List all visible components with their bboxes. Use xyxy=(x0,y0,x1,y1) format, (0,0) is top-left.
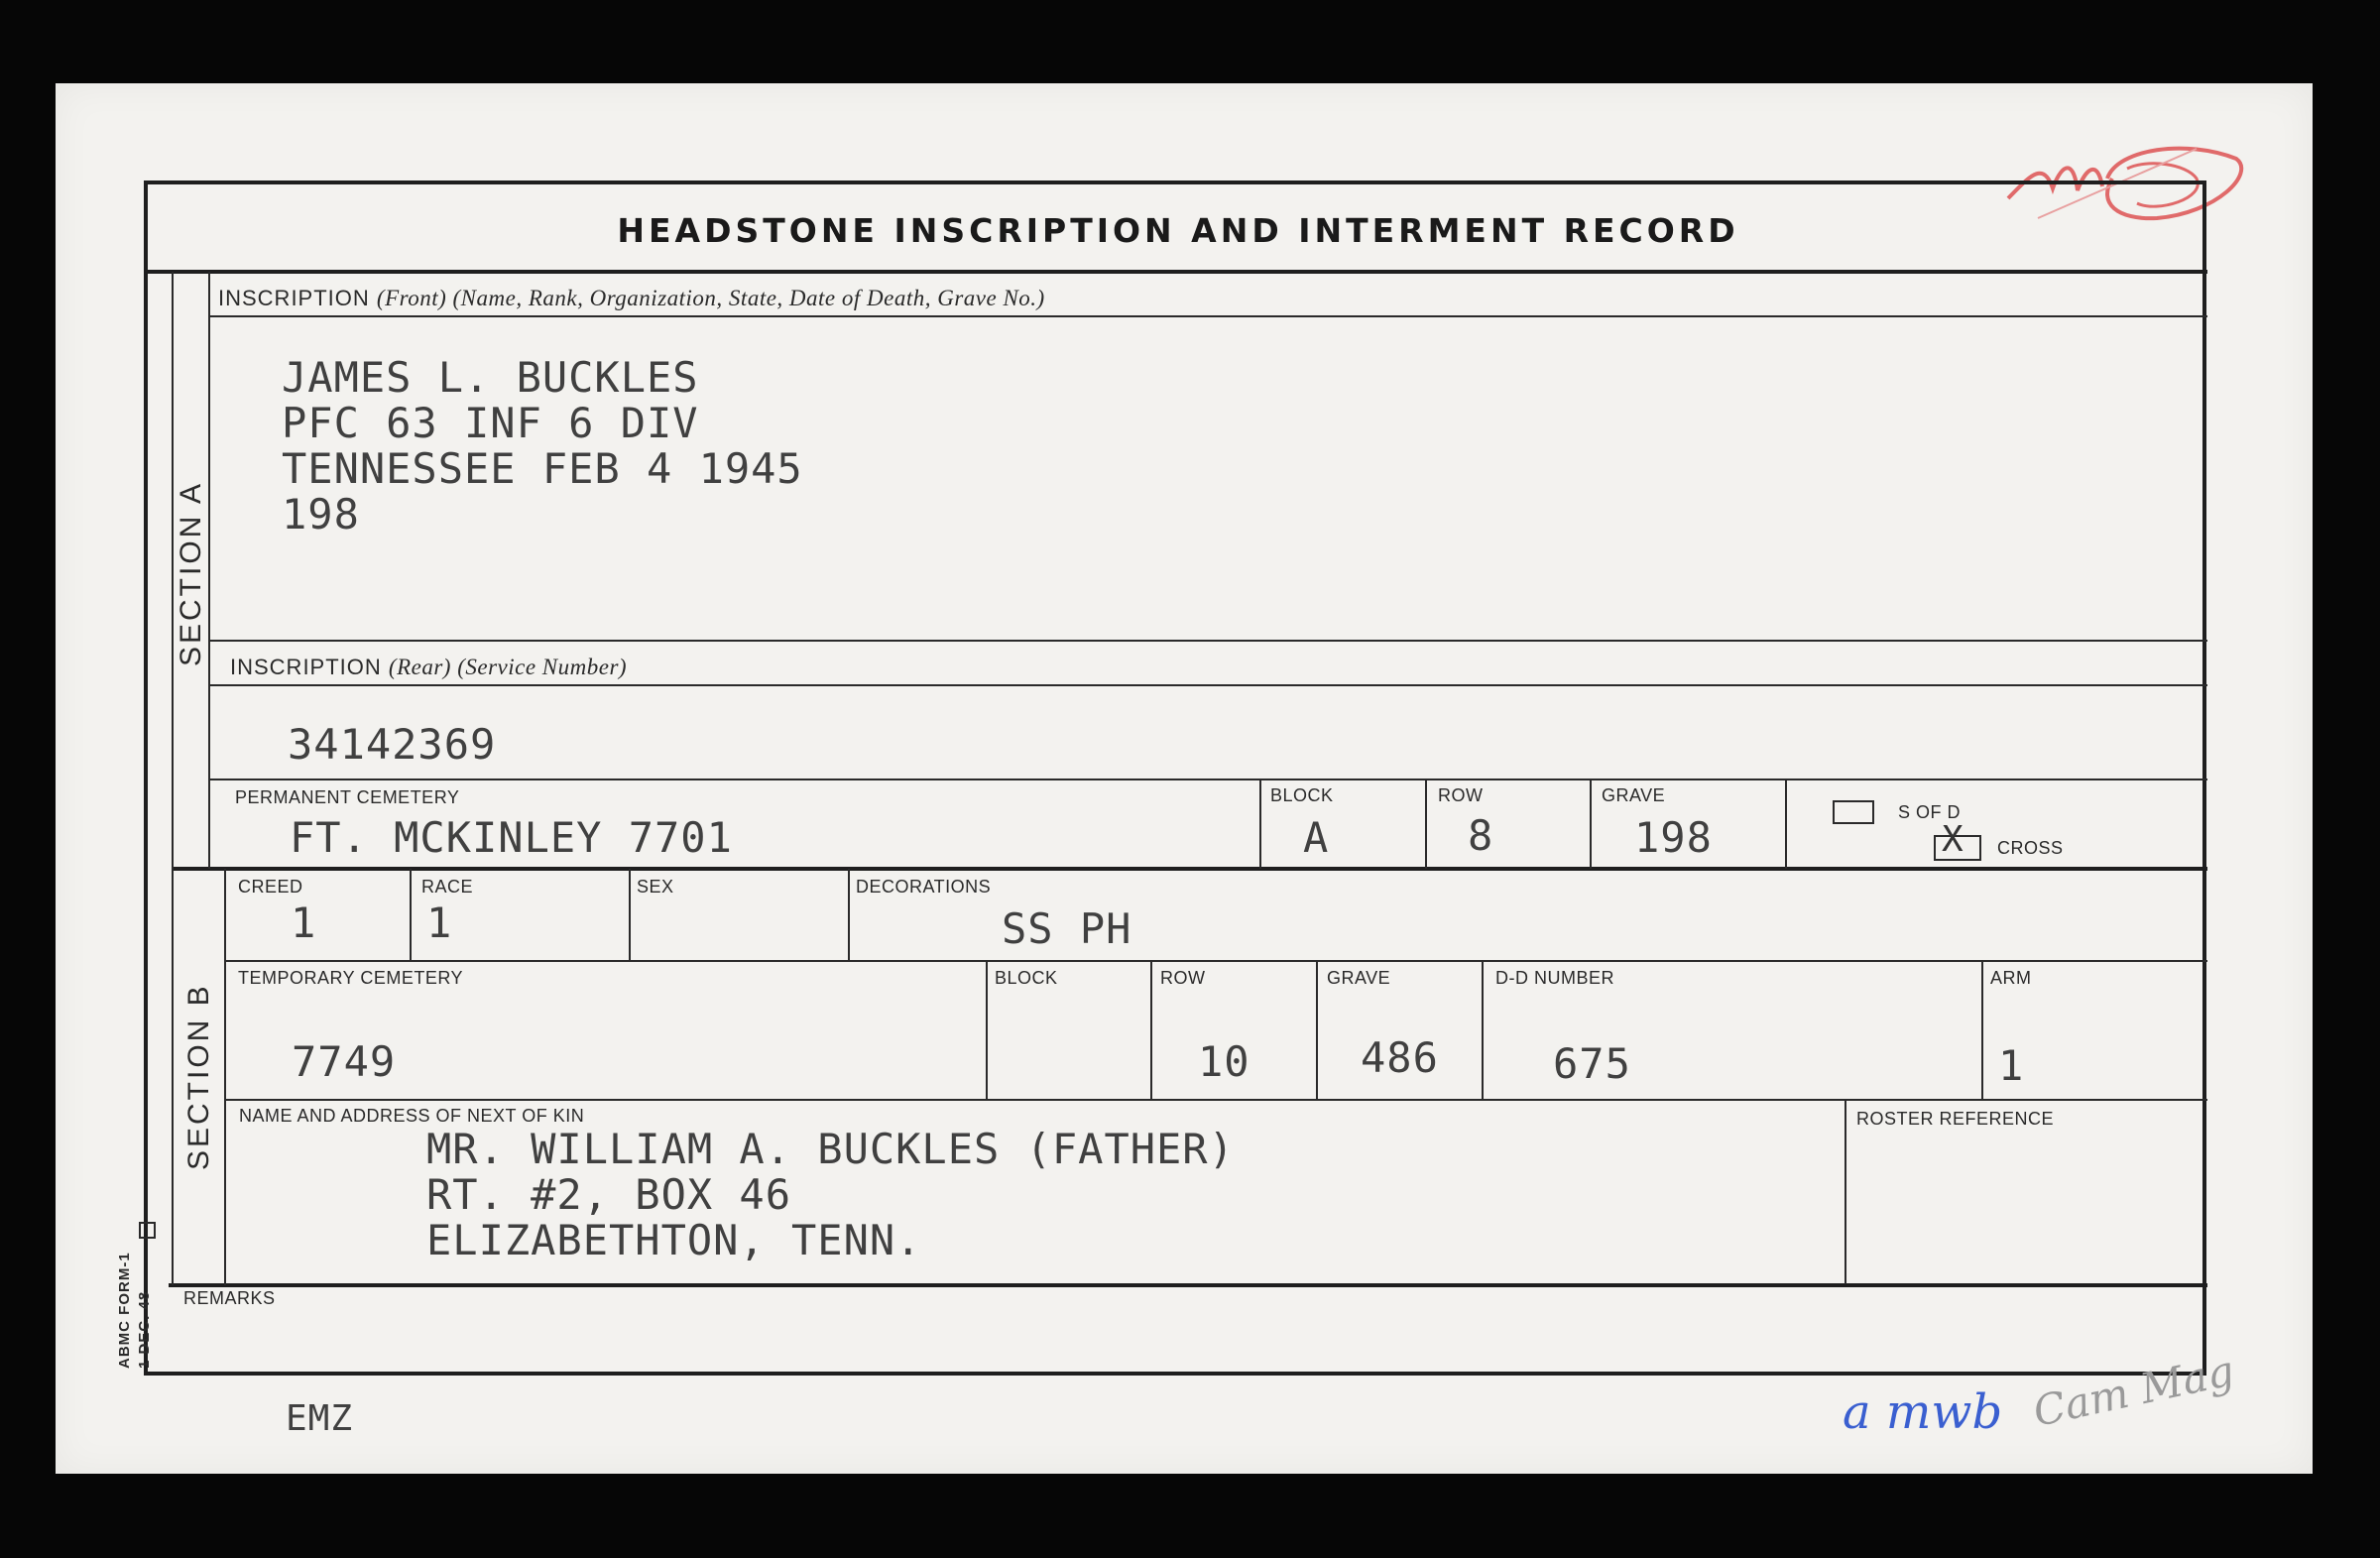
section-b-label: SECTION B xyxy=(182,983,215,1170)
form-title: HEADSTONE INSCRIPTION AND INTERMENT RECORD xyxy=(617,211,1739,250)
temporary-divider xyxy=(226,1099,2207,1101)
next-of-kin-line-2: RT. #2, BOX 46 xyxy=(426,1170,792,1219)
title-divider xyxy=(147,270,2207,274)
sex-divider xyxy=(848,869,850,960)
race-value: 1 xyxy=(426,899,453,947)
decorations-value: SS PH xyxy=(1002,904,1132,953)
inscription-front-line-4: 198 xyxy=(282,490,360,539)
form-date: 1 DEC. 48 xyxy=(136,1290,153,1369)
race-divider xyxy=(629,869,631,960)
inscription-front-line-1: JAMES L. BUCKLES xyxy=(282,353,699,402)
sex-label: SEX xyxy=(637,877,674,897)
dd-number-value: 675 xyxy=(1553,1039,1631,1088)
temp-grave-divider xyxy=(1316,961,1318,1100)
permanent-cemetery-label: PERMANENT CEMETERY xyxy=(235,787,460,807)
temporary-grave-value: 486 xyxy=(1361,1033,1439,1082)
cross-checkmark: X xyxy=(1942,819,1964,860)
creed-divider xyxy=(410,869,412,960)
form-id: ABMC FORM-1 xyxy=(116,1252,133,1369)
personal-divider xyxy=(226,960,2207,962)
side-margin xyxy=(172,272,174,1285)
temp-row-divider xyxy=(1150,961,1152,1100)
perm-block-divider xyxy=(1259,779,1261,869)
section-divider xyxy=(174,867,2207,871)
typed-initials: EMZ xyxy=(286,1398,354,1439)
s-of-d-label: S OF D xyxy=(1898,802,1962,822)
temporary-cemetery-label: TEMPORARY CEMETERY xyxy=(238,968,464,988)
next-of-kin-line-3: ELIZABETHTON, TENN. xyxy=(426,1216,922,1264)
perm-row-divider xyxy=(1425,779,1427,869)
permanent-cemetery-value: FT. MCKINLEY 7701 xyxy=(290,813,733,862)
temp-block-divider xyxy=(986,961,988,1100)
gray-handwritten-note: Cam Mag xyxy=(2029,1346,2238,1436)
section-b-margin xyxy=(224,869,226,1285)
arm-value: 1 xyxy=(1998,1041,2025,1090)
remarks-label: REMARKS xyxy=(183,1288,276,1308)
temporary-block-label: BLOCK xyxy=(995,968,1058,988)
inscription-front-line-3: TENNESSEE FEB 4 1945 xyxy=(282,444,803,493)
inscription-front-line-2: PFC 63 INF 6 DIV xyxy=(282,399,699,447)
rear-bottom-divider xyxy=(210,779,2207,780)
roster-reference-label: ROSTER REFERENCE xyxy=(1856,1109,2055,1129)
creed-value: 1 xyxy=(291,899,317,947)
race-label: RACE xyxy=(421,877,474,897)
dd-number-label: D-D NUMBER xyxy=(1495,968,1614,988)
decorations-label: DECORATIONS xyxy=(856,877,992,897)
inscription-rear-label: INSCRIPTION (Rear) (Service Number) xyxy=(230,655,628,679)
temporary-cemetery-value: 7749 xyxy=(292,1037,397,1086)
service-number: 34142369 xyxy=(288,720,497,769)
next-of-kin-line-1: MR. WILLIAM A. BUCKLES (FATHER) xyxy=(426,1125,1235,1173)
perm-mark-divider xyxy=(1785,779,1787,869)
section-a-label: SECTION A xyxy=(175,480,207,666)
blue-handwritten-note: a mwb xyxy=(1843,1384,2003,1440)
permanent-grave-value: 198 xyxy=(1634,813,1713,862)
front-bottom-divider xyxy=(210,640,2207,642)
form-checkbox[interactable] xyxy=(139,1222,156,1239)
arm-label: ARM xyxy=(1990,968,2032,988)
roster-divider xyxy=(1844,1100,1846,1284)
temporary-row-value: 10 xyxy=(1198,1037,1250,1086)
temporary-grave-label: GRAVE xyxy=(1327,968,1391,988)
permanent-block-value: A xyxy=(1303,813,1330,862)
s-of-d-checkbox[interactable] xyxy=(1833,800,1874,824)
remarks-divider xyxy=(169,1283,2207,1287)
next-of-kin-label: NAME AND ADDRESS OF NEXT OF KIN xyxy=(239,1106,585,1126)
permanent-row-label: ROW xyxy=(1438,785,1484,805)
cross-label: CROSS xyxy=(1997,838,2064,858)
temp-arm-divider xyxy=(1981,961,1983,1100)
permanent-row-value: 8 xyxy=(1468,811,1494,860)
inscription-front-label: INSCRIPTION (Front) (Name, Rank, Organization, State, Date of Death, Grave No.) xyxy=(218,286,1045,310)
creed-label: CREED xyxy=(238,877,303,897)
temp-dd-divider xyxy=(1482,961,1484,1100)
section-a-margin xyxy=(208,272,210,869)
front-hint-divider xyxy=(210,315,2207,317)
permanent-grave-label: GRAVE xyxy=(1602,785,1666,805)
rear-hint-divider xyxy=(210,684,2207,686)
perm-grave-divider xyxy=(1590,779,1592,869)
temporary-row-label: ROW xyxy=(1160,968,1206,988)
permanent-block-label: BLOCK xyxy=(1270,785,1334,805)
